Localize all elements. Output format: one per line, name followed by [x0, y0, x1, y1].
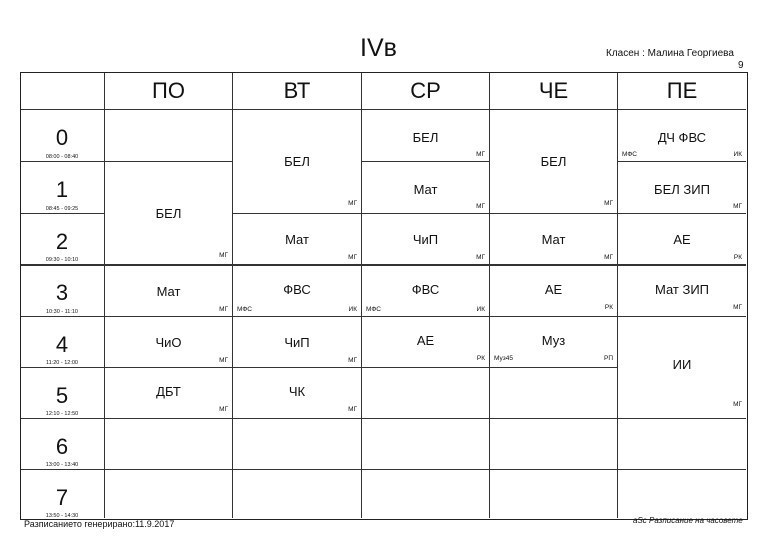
lesson-teacher: МГ [219, 252, 228, 259]
lesson-cell[interactable] [233, 368, 361, 418]
grid-line [361, 367, 489, 368]
lesson-cell[interactable] [233, 214, 361, 264]
lesson-cell[interactable] [362, 162, 489, 213]
lesson-cell[interactable] [490, 266, 617, 316]
lesson-room: МФС [237, 306, 252, 313]
lesson-teacher: РК [733, 254, 742, 261]
period-number: 2 [55, 229, 69, 254]
lesson-teacher: МГ [219, 357, 228, 364]
period-number: 1 [55, 177, 69, 202]
day-header-mon: ПО [152, 78, 185, 103]
lesson-teacher: МГ [733, 401, 742, 408]
lesson-subject: БЕЛ [412, 130, 439, 145]
period-time: 10:30 - 11:10 [45, 309, 78, 315]
period-number: 5 [55, 383, 69, 408]
lesson-teacher: МГ [604, 254, 613, 261]
lesson-teacher: МГ [604, 200, 613, 207]
lesson-subject: АЕ [416, 333, 435, 348]
lesson-room: МФС [366, 306, 381, 313]
generated-date-label: Разписанието генерирано:11.9.2017 [24, 519, 175, 529]
lesson-cell[interactable] [618, 317, 746, 418]
lesson-subject: Мат [156, 284, 181, 299]
lesson-teacher: ИК [733, 151, 742, 158]
timetable-grid [20, 72, 748, 520]
lesson-room: МФС [622, 151, 637, 158]
lesson-teacher: МГ [219, 406, 228, 413]
lesson-subject: АЕ [544, 282, 563, 297]
lesson-teacher: МГ [219, 306, 228, 313]
lesson-cell[interactable] [233, 110, 361, 213]
software-credit: aSc Разписание на часовете [633, 516, 743, 525]
lesson-subject: ЧК [288, 384, 306, 399]
lesson-subject: ЧиП [284, 335, 310, 350]
lesson-cell[interactable] [362, 214, 489, 264]
lesson-teacher: МГ [476, 203, 485, 210]
lesson-subject: Мат [541, 232, 566, 247]
period-number: 7 [55, 485, 69, 510]
lesson-teacher: МГ [348, 406, 357, 413]
lesson-subject: ЧиП [412, 232, 439, 247]
lesson-subject: ФВС [283, 282, 311, 297]
lesson-cell[interactable] [105, 266, 232, 316]
period-time: 11:20 - 12:00 [45, 360, 78, 366]
lesson-cell[interactable] [618, 266, 746, 316]
class-teacher-label: Класен : Малина Георгиева [606, 48, 734, 59]
lesson-subject: ДЧ ФВС [657, 130, 707, 145]
lesson-cell[interactable] [233, 317, 361, 367]
grid-line [21, 316, 104, 317]
lesson-teacher: МГ [733, 203, 742, 210]
day-header-thu: ЧЕ [538, 78, 569, 103]
lesson-cell[interactable] [362, 317, 489, 367]
day-header-wed: СР [410, 78, 441, 103]
period-number: 6 [55, 434, 69, 459]
lesson-teacher: МГ [348, 254, 357, 261]
lesson-cell[interactable] [105, 368, 232, 418]
period-number: 4 [55, 332, 69, 357]
lesson-cell[interactable] [362, 266, 489, 316]
period-number: 3 [55, 280, 69, 305]
day-header-tue: ВТ [283, 78, 311, 103]
grid-line [21, 161, 104, 162]
lesson-teacher: ИК [476, 306, 485, 313]
lesson-subject: БЕЛ [540, 154, 567, 169]
lesson-teacher: МГ [348, 357, 357, 364]
lesson-cell[interactable] [490, 317, 617, 367]
lesson-subject: ДБТ [156, 384, 181, 399]
period-time: 13:50 - 14:30 [45, 513, 79, 519]
lesson-subject: БЕЛ [155, 206, 182, 221]
lesson-cell[interactable] [618, 110, 746, 161]
lesson-teacher: МГ [476, 254, 485, 261]
period-time: 09:30 - 10:10 [45, 257, 79, 263]
lesson-cell[interactable] [490, 110, 617, 213]
lesson-cell[interactable] [618, 162, 746, 213]
period-time: 13:00 - 13:40 [45, 462, 79, 468]
lesson-subject: ЧиО [155, 335, 182, 350]
lesson-teacher: МГ [733, 304, 742, 311]
lesson-room: Муз45 [494, 355, 513, 362]
period-time: 08:00 - 08:40 [45, 154, 79, 160]
lesson-teacher: МГ [476, 151, 485, 158]
lesson-subject: БЕЛ ЗИП [654, 182, 710, 197]
lesson-subject: ИИ [672, 357, 692, 372]
grid-line [21, 213, 104, 214]
grid-line [489, 367, 617, 368]
lesson-subject: Мат [285, 232, 309, 247]
page-number: 9 [738, 60, 744, 71]
lesson-teacher: МГ [348, 200, 357, 207]
period-number: 0 [55, 125, 69, 150]
lesson-cell[interactable] [105, 162, 232, 264]
class-title: IVв [360, 34, 397, 62]
lesson-cell[interactable] [105, 317, 232, 367]
lesson-subject: Муз [541, 333, 566, 348]
lesson-teacher: РП [603, 355, 613, 362]
lesson-teacher: РК [604, 304, 613, 311]
lesson-cell[interactable] [233, 266, 361, 316]
lesson-subject: Мат ЗИП [654, 282, 710, 297]
lesson-subject: БЕЛ [284, 154, 310, 169]
grid-line [21, 418, 746, 419]
lesson-teacher: РК [476, 355, 485, 362]
grid-line [21, 469, 746, 470]
lesson-teacher: ИК [348, 306, 357, 313]
lesson-subject: Мат [413, 182, 438, 197]
lesson-cell[interactable] [618, 214, 746, 264]
period-time: 12:10 - 12:50 [45, 411, 79, 417]
lesson-subject: АЕ [673, 232, 691, 247]
grid-line [21, 367, 104, 368]
lesson-cell[interactable] [362, 110, 489, 161]
lesson-subject: ФВС [411, 282, 440, 297]
lesson-cell[interactable] [490, 214, 617, 264]
period-time: 08:45 - 09:25 [45, 206, 79, 212]
day-header-fri: ПЕ [666, 78, 698, 103]
